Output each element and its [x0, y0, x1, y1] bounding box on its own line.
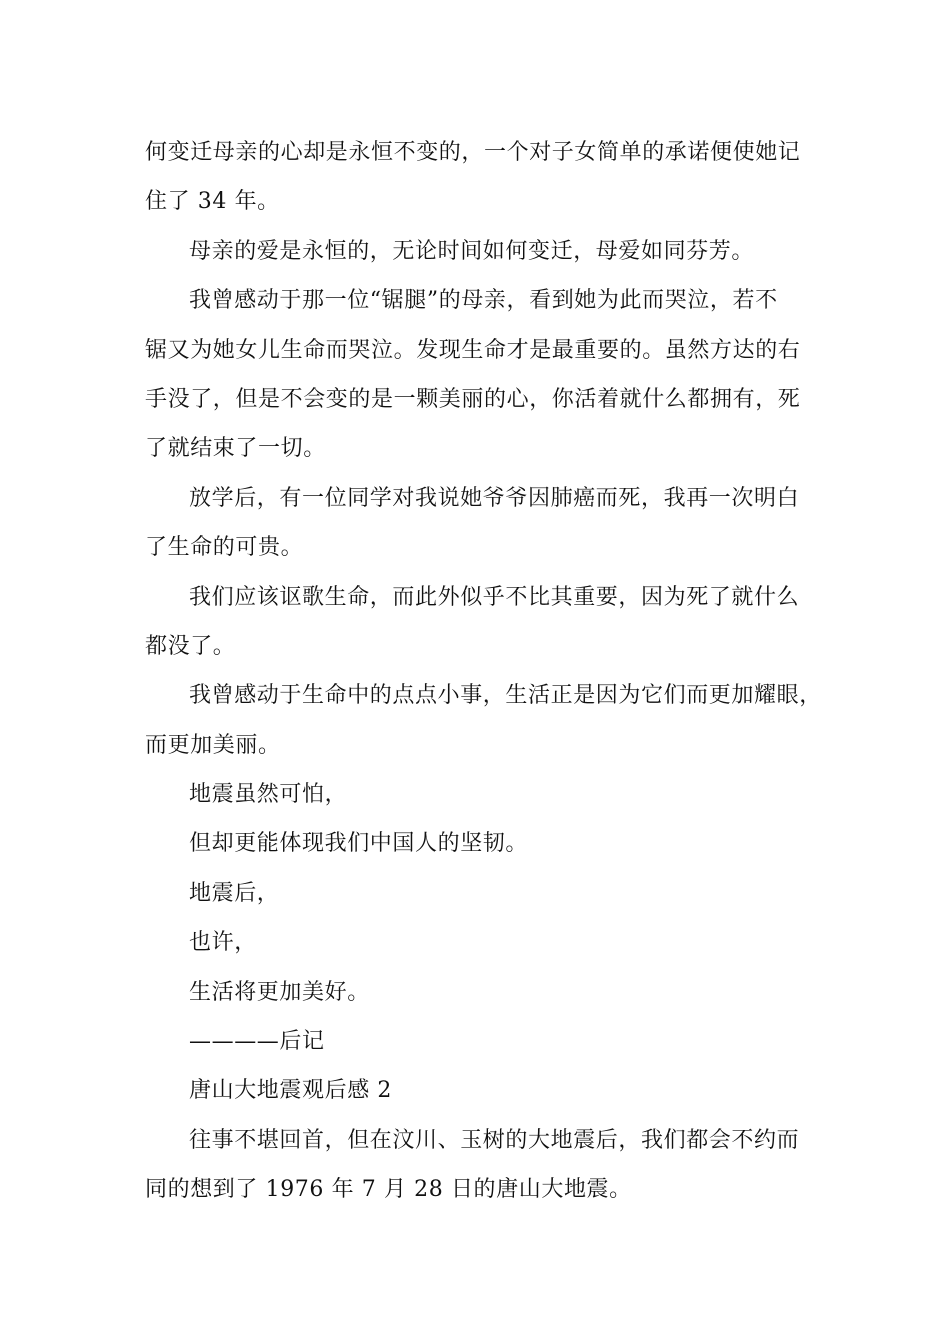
- paragraph-line: 往事不堪回首，但在汶川、玉树的大地震后，我们都会不约而: [189, 1127, 800, 1153]
- paragraph-line: 我们应该讴歌生命，而此外似乎不比其重要，因为死了就什么: [189, 584, 800, 610]
- poem-line: 地震虽然可怕，: [189, 782, 348, 808]
- section-title: 唐山大地震观后感 2: [189, 1078, 392, 1104]
- paragraph-line: 锯又为她女儿生命而哭泣。发现生命才是最重要的。虽然方达的右: [145, 337, 801, 363]
- poem-line: 但却更能体现我们中国人的坚韧。: [189, 831, 529, 857]
- paragraph-line: 我曾感动于那一位“锯腿”的母亲，看到她为此而哭泣，若不: [189, 288, 778, 314]
- paragraph-line: 母亲的爱是永恒的，无论时间如何变迁，母爱如同芬芳。: [189, 238, 755, 264]
- paragraph-line: 放学后，有一位同学对我说她爷爷因肺癌而死，我再一次明白: [189, 485, 800, 511]
- paragraph-line: 何变迁母亲的心却是永恒不变的，一个对子女简单的承诺便使她记: [145, 140, 801, 165]
- paragraph-line: 而更加美丽。: [145, 732, 281, 758]
- paragraph-line: 住了 34 年。: [145, 189, 280, 215]
- poem-line: 地震后，: [189, 880, 280, 906]
- paragraph-line: 了生命的可贵。: [145, 535, 304, 561]
- paragraph-line: 都没了。: [145, 633, 236, 659]
- afterword-label: ————后记: [189, 1029, 325, 1055]
- poem-line: 生活将更加美好。: [189, 979, 370, 1005]
- poem-line: 也许，: [189, 930, 257, 956]
- paragraph-line: 手没了，但是不会变的是一颗美丽的心，你活着就什么都拥有，死: [145, 386, 801, 412]
- document-body: [145, 128, 822, 1215]
- paragraph-line: 同的想到了 1976 年 7 月 28 日的唐山大地震。: [145, 1177, 632, 1203]
- paragraph-line: 我曾感动于生命中的点点小事，生活正是因为它们而更加耀眼，: [189, 683, 822, 709]
- paragraph-line: 了就结束了一切。: [145, 436, 326, 462]
